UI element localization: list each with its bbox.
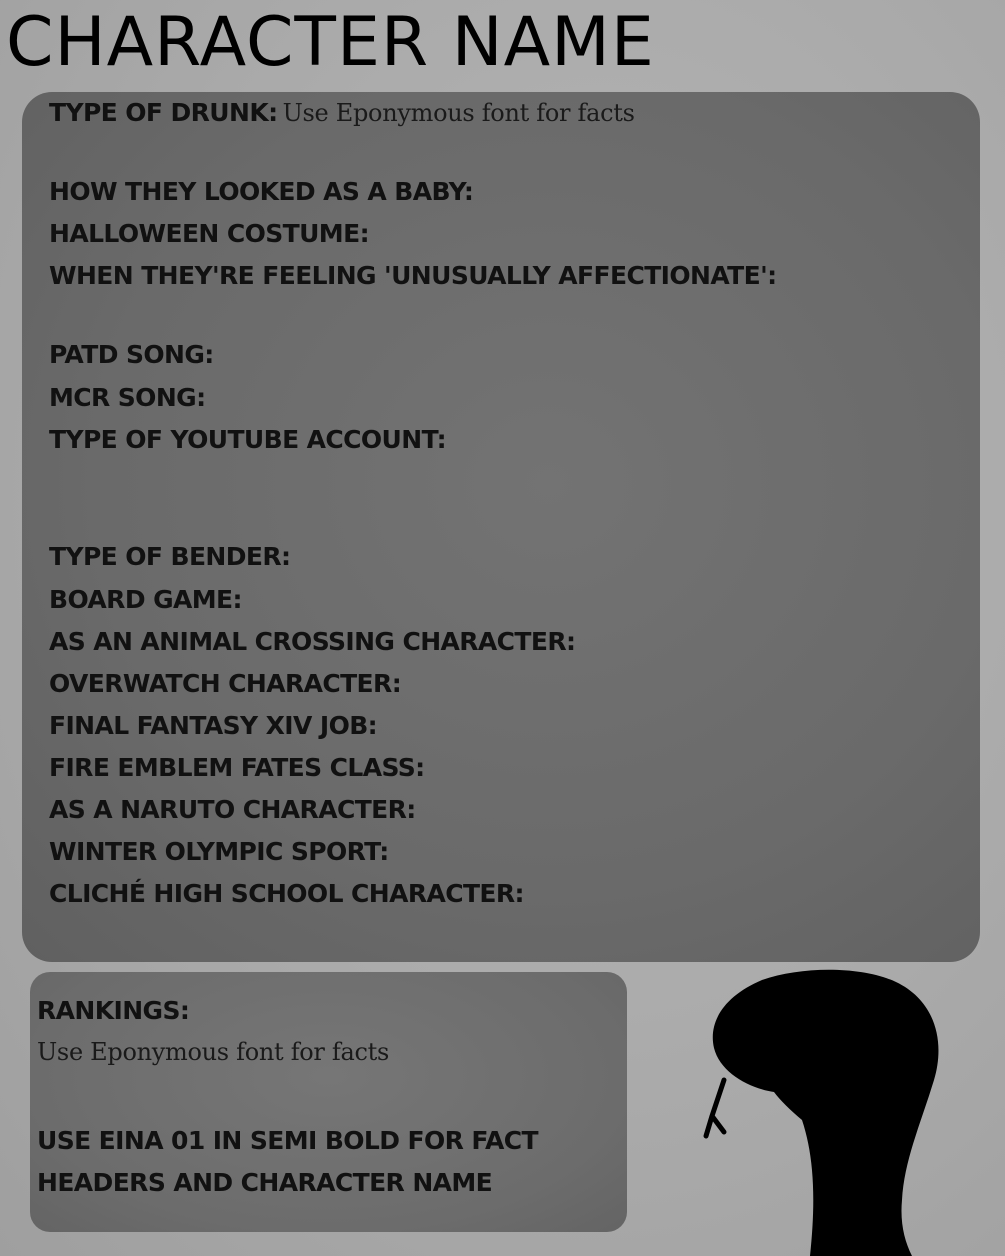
fact-row (49, 795, 416, 824)
fact-label: WINTER OLYMPIC SPORT: (49, 837, 389, 866)
snake-silhouette-icon (690, 960, 970, 1256)
fact-row (49, 425, 446, 454)
rankings-panel (30, 972, 627, 1232)
page-title: CHARACTER NAME (6, 3, 655, 82)
font-instruction-line: HEADERS AND CHARACTER NAME (37, 1168, 493, 1197)
fact-placeholder-note: Use Eponymous font for facts (282, 99, 635, 127)
fact-label: FIRE EMBLEM FATES CLASS: (49, 753, 425, 782)
snake-tongue (706, 1080, 724, 1136)
fact-label: PATD SONG: (49, 340, 214, 369)
fact-row (49, 542, 290, 571)
fact-row (49, 879, 524, 908)
fact-label: OVERWATCH CHARACTER: (49, 669, 402, 698)
fact-label: BOARD GAME: (49, 585, 242, 614)
fact-label: FINAL FANTASY XIV JOB: (49, 711, 378, 740)
font-instruction-line: USE EINA 01 IN SEMI BOLD FOR FACT (37, 1126, 538, 1155)
fact-row (49, 261, 777, 290)
fact-row (49, 669, 401, 698)
fact-label: TYPE OF BENDER: (49, 542, 291, 571)
fact-label: AS AN ANIMAL CROSSING CHARACTER: (49, 627, 576, 656)
fact-label: MCR SONG: (49, 383, 206, 412)
fact-row (49, 177, 473, 206)
fact-row-type-of-drunk (49, 98, 635, 127)
fact-row (49, 383, 205, 412)
fact-row (49, 837, 389, 866)
fact-row (49, 219, 369, 248)
rankings-placeholder-note: Use Eponymous font for facts (37, 1038, 390, 1066)
fact-row (49, 627, 575, 656)
fact-row (49, 585, 242, 614)
fact-label: WHEN THEY'RE FEELING 'UNUSUALLY AFFECTIONATE': (49, 261, 777, 290)
fact-row (49, 711, 377, 740)
fact-label: HOW THEY LOOKED AS A BABY: (49, 177, 474, 206)
facts-panel (22, 92, 980, 962)
fact-label: TYPE OF DRUNK: (49, 98, 278, 127)
snake-body (713, 970, 939, 1256)
fact-label: TYPE OF YOUTUBE ACCOUNT: (49, 425, 447, 454)
fact-row (49, 340, 214, 369)
fact-row (49, 753, 425, 782)
rankings-heading: RANKINGS: (37, 996, 190, 1025)
fact-label: HALLOWEEN COSTUME: (49, 219, 369, 248)
fact-label: CLICHÉ HIGH SCHOOL CHARACTER: (49, 879, 524, 908)
fact-label: AS A NARUTO CHARACTER: (49, 795, 416, 824)
